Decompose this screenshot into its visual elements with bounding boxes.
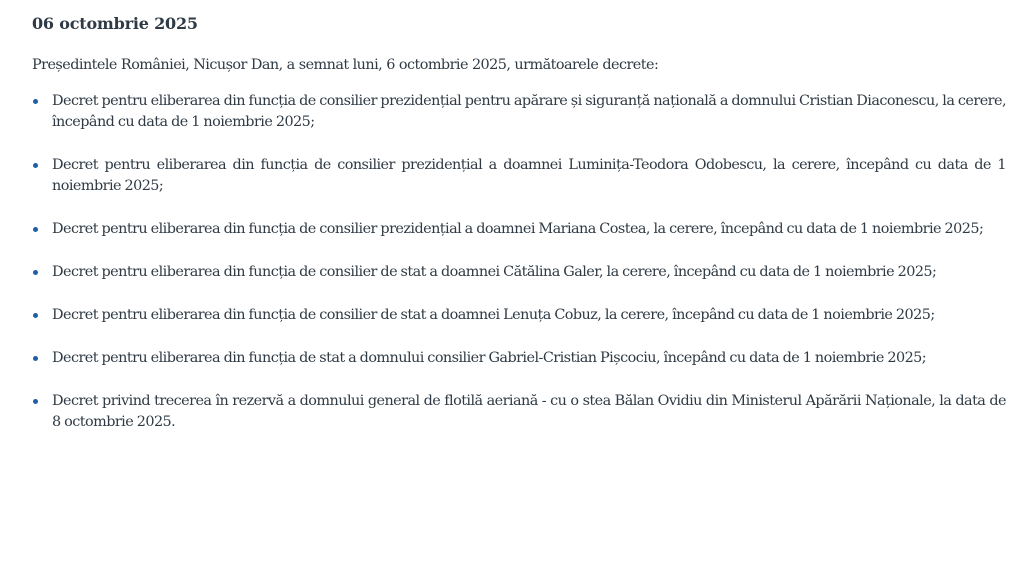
- bullet-icon: [33, 99, 38, 104]
- decree-text: Decret pentru eliberarea din funcția de consilier de stat a doamnei Lenuța Cobuz, la cerere, începând cu data de 1 noiembrie 2025;: [52, 307, 935, 323]
- decree-list: [32, 91, 1006, 433]
- decree-text: Decret pentru eliberarea din funcția de stat a domnului consilier Gabriel-Cristian Pișcociu, începând cu data de 1 noiembrie 2025;: [52, 350, 927, 366]
- list-item: [32, 219, 1006, 240]
- list-item: [32, 305, 1006, 326]
- decree-text: Decret pentru eliberarea din funcția de consilier prezidențial a doamnei Luminița-Teodora Odobescu, la cerere, începând cu data de 1 noiembrie 2025;: [52, 157, 1006, 194]
- bullet-icon: [33, 163, 38, 168]
- list-item: [32, 155, 1006, 197]
- bullet-icon: [33, 270, 38, 275]
- decree-text: Decret privind trecerea în rezervă a domnului general de flotilă aeriană - cu o stea Bălan Ovidiu din Ministerul Apărării Naționale, la data de 8 octombrie 2025.: [52, 393, 1006, 430]
- list-item: [32, 391, 1006, 433]
- list-item: [32, 348, 1006, 369]
- article-date: 06 octombrie 2025: [32, 14, 198, 33]
- bullet-icon: [33, 399, 38, 404]
- list-item: [32, 91, 1006, 133]
- bullet-icon: [33, 227, 38, 232]
- bullet-icon: [33, 313, 38, 318]
- decree-text: Decret pentru eliberarea din funcția de consilier prezidențial a doamnei Mariana Costea, la cerere, începând cu data de 1 noiembrie 2025;: [52, 221, 984, 237]
- bullet-icon: [33, 356, 38, 361]
- list-item: [32, 262, 1006, 283]
- decree-text: Decret pentru eliberarea din funcția de consilier de stat a doamnei Cătălina Galer, la cerere, începând cu data de 1 noiembrie 2025;: [52, 264, 937, 280]
- decree-text: Decret pentru eliberarea din funcția de consilier prezidențial pentru apărare și siguranță națională a domnului Cristian Diaconescu, la cerere, începând cu data de 1 noiembrie 2025;: [52, 93, 1006, 130]
- article-intro: Președintele României, Nicușor Dan, a semnat luni, 6 octombrie 2025, următoarele decrete:: [32, 57, 659, 73]
